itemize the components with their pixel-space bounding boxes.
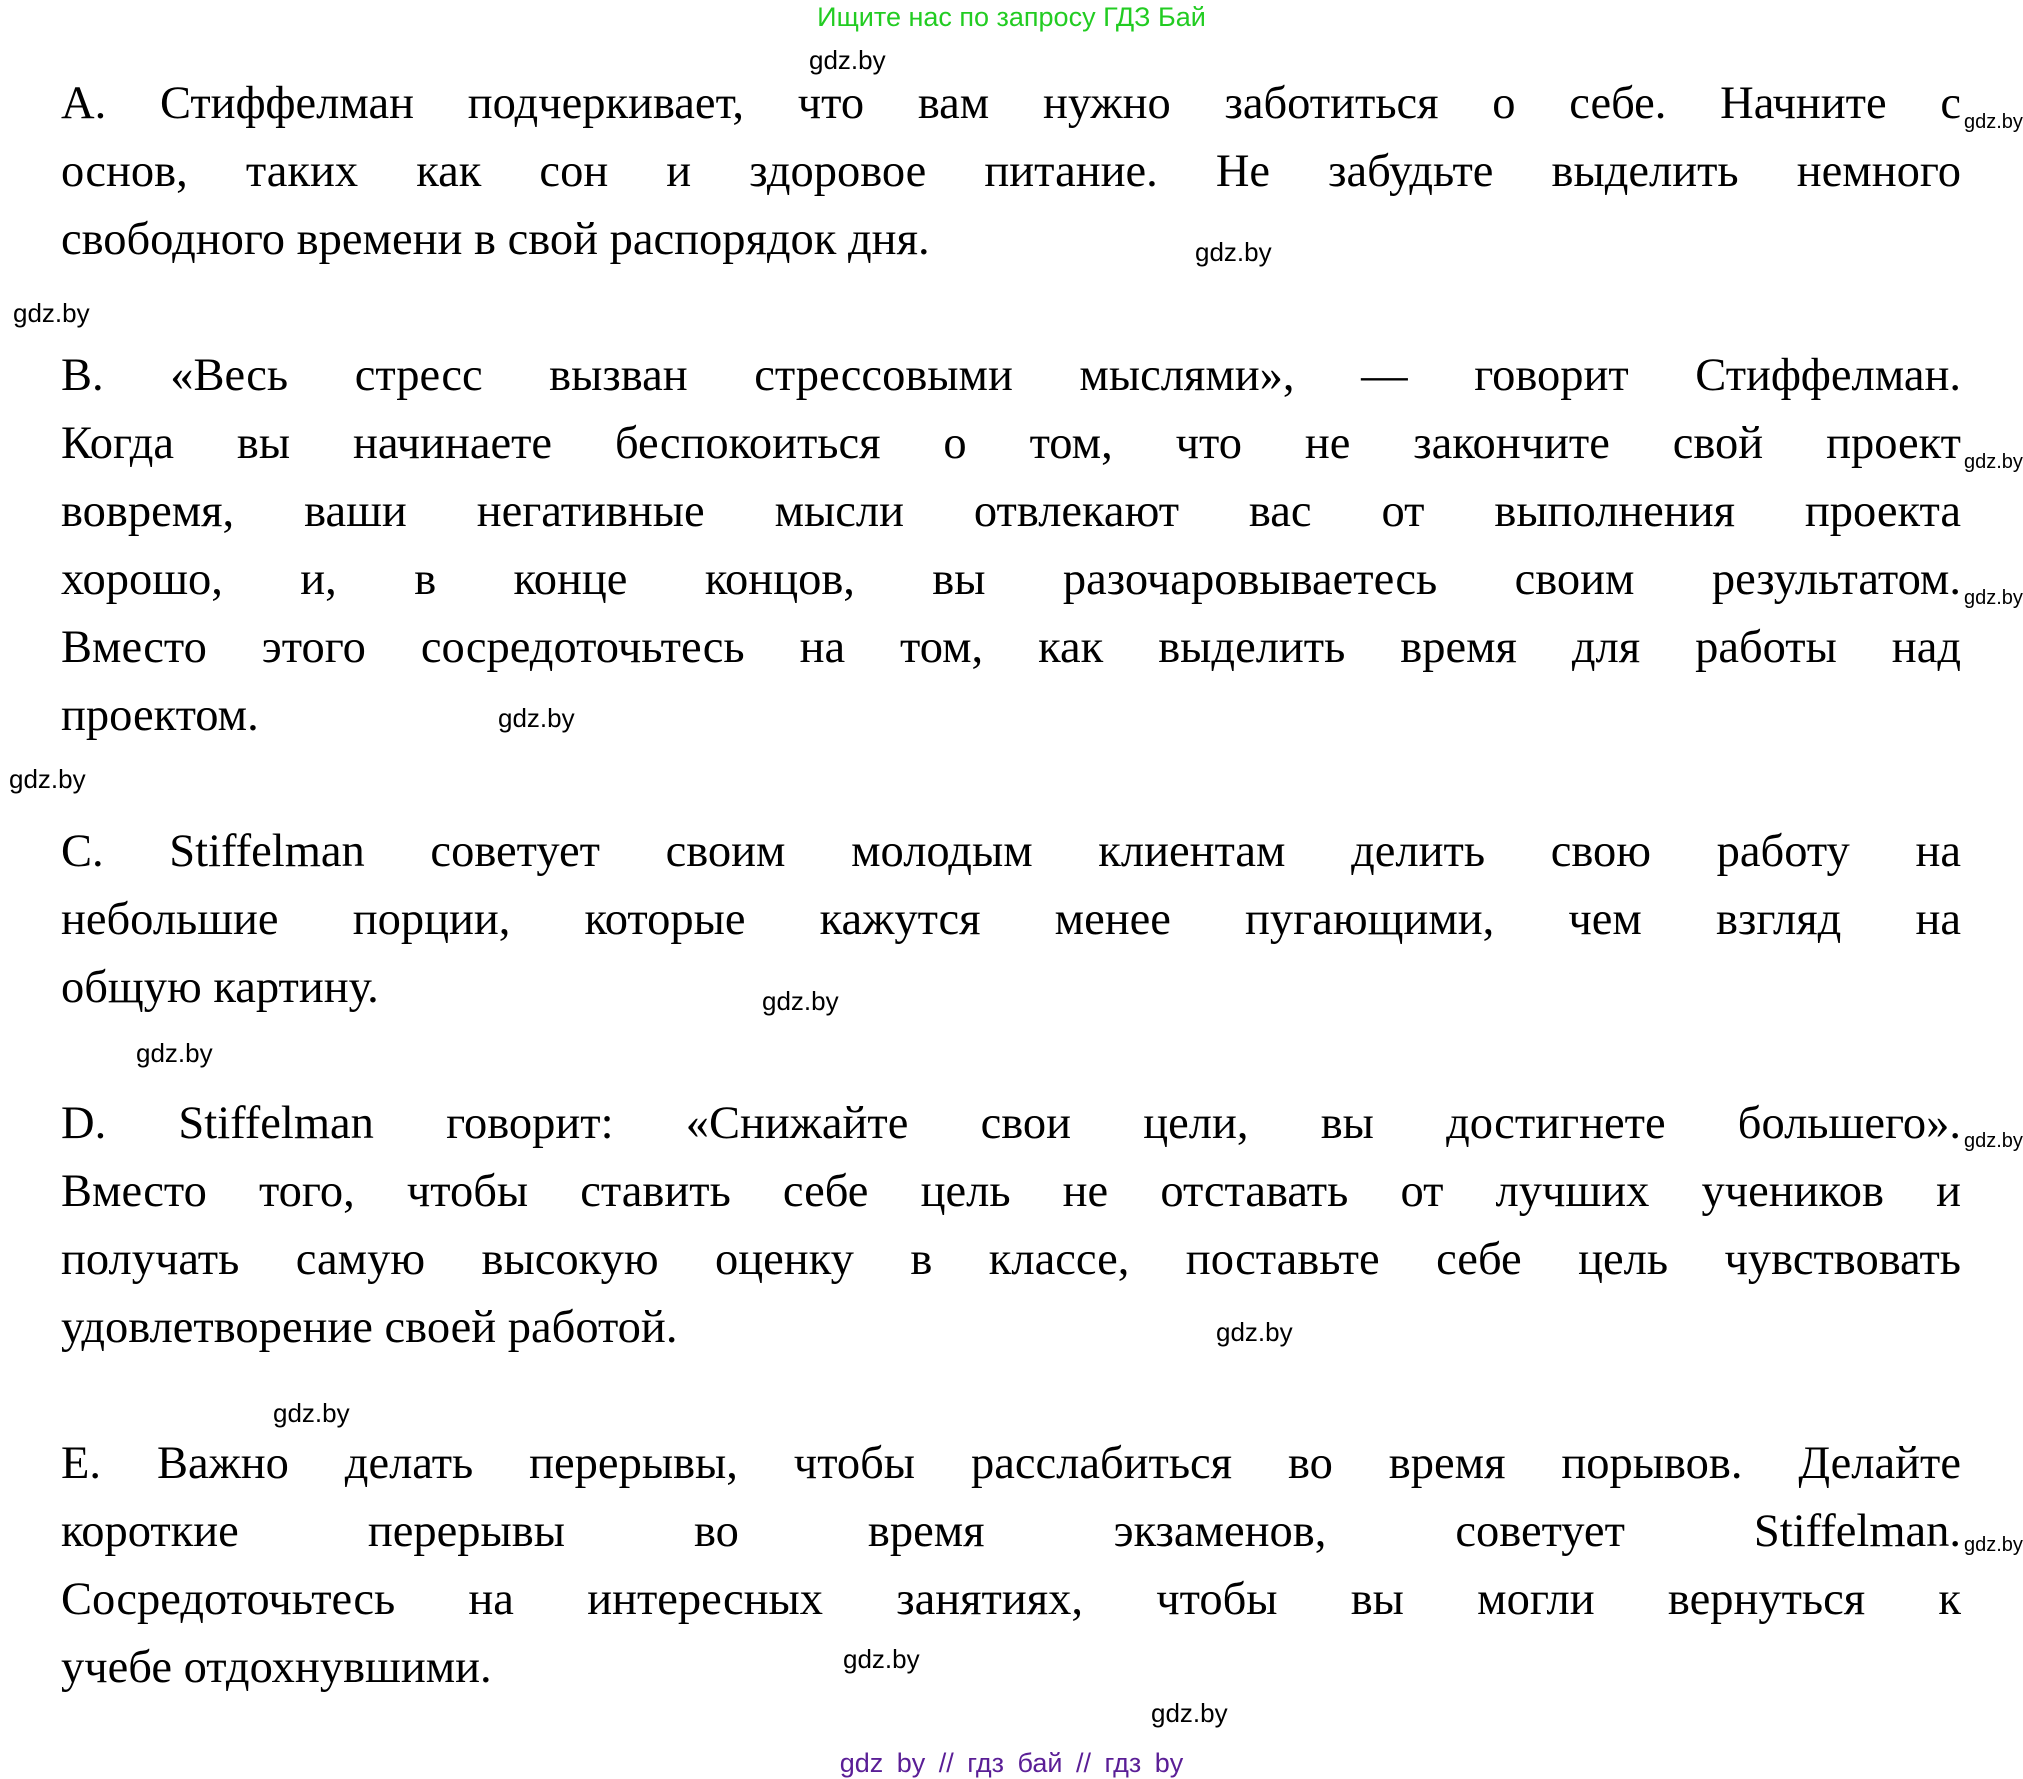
watermark: gdz.by <box>1964 111 2023 133</box>
text-line: D. Stiffelman говорит: «Снижайте свои цели, вы достигнете большего». <box>61 1098 1961 1149</box>
watermark: gdz.by <box>1964 587 2023 609</box>
footer-links: gdz by // гдз бай // гдз by <box>839 1748 1184 1778</box>
watermark: gdz.by <box>9 764 86 794</box>
watermark: gdz.by <box>762 986 839 1016</box>
promo-header: Ищите нас по запросу ГДЗ Бай <box>817 2 1206 32</box>
text-line: основ, таких как сон и здоровое питание. Не забудьте выделить немного <box>61 146 1961 197</box>
watermark: gdz.by <box>809 45 886 75</box>
paragraph-e <box>61 1430 1961 1702</box>
watermark: gdz.by <box>136 1038 213 1068</box>
text-line: C. Stiffelman советует своим молодым клиентам делить свою работу на <box>61 826 1961 877</box>
text-line: Вместо этого сосредоточьтесь на том, как выделить время для работы над <box>61 622 1961 673</box>
watermark: gdz.by <box>13 298 90 328</box>
document-body <box>61 70 1961 1770</box>
text-line: короткие перерывы во время экзаменов, советует Stiffelman. <box>61 1506 1961 1557</box>
text-line: Сосредоточьтесь на интересных занятиях, чтобы вы могли вернуться к <box>61 1574 1961 1625</box>
watermark: gdz.by <box>1151 1698 1228 1728</box>
watermark: gdz.by <box>843 1644 920 1674</box>
watermark: gdz.by <box>1964 1534 2023 1556</box>
watermark: gdz.by <box>1195 237 1272 267</box>
watermark: gdz.by <box>1964 451 2023 473</box>
watermark: gdz.by <box>1216 1317 1293 1347</box>
text-line: небольшие порции, которые кажутся менее пугающими, чем взгляд на <box>61 894 1961 945</box>
text-line: Когда вы начинаете беспокоиться о том, что не закончите свой проект <box>61 418 1961 469</box>
watermark: gdz.by <box>498 703 575 733</box>
text-line: хорошо, и, в конце концов, вы разочаровываетесь своим результатом. <box>61 554 1961 605</box>
paragraph-d <box>61 1090 1961 1362</box>
watermark: gdz.by <box>1964 1130 2023 1152</box>
text-line: проектом. <box>61 690 259 741</box>
text-line: Вместо того, чтобы ставить себе цель не отставать от лучших учеников и <box>61 1166 1961 1217</box>
text-line: E. Важно делать перерывы, чтобы расслабиться во время порывов. Делайте <box>61 1438 1961 1489</box>
paragraph-a <box>61 70 1961 274</box>
text-line: получать самую высокую оценку в классе, поставьте себе цель чувствовать <box>61 1234 1961 1285</box>
text-line: вовремя, ваши негативные мысли отвлекают вас от выполнения проекта <box>61 486 1961 537</box>
paragraph-b <box>61 342 1961 750</box>
text-line: учебе отдохнувшими. <box>61 1642 492 1693</box>
text-line: B. «Весь стресс вызван стрессовыми мыслями», — говорит Стиффелман. <box>61 350 1961 401</box>
paragraph-c <box>61 818 1961 1022</box>
text-line: удовлетворение своей работой. <box>61 1302 678 1353</box>
text-line: общую картину. <box>61 962 379 1013</box>
watermark: gdz.by <box>273 1398 350 1428</box>
text-line: А. Стиффелман подчеркивает, что вам нужно заботиться о себе. Начните с <box>61 78 1961 129</box>
text-line: свободного времени в свой распорядок дня. <box>61 214 930 265</box>
